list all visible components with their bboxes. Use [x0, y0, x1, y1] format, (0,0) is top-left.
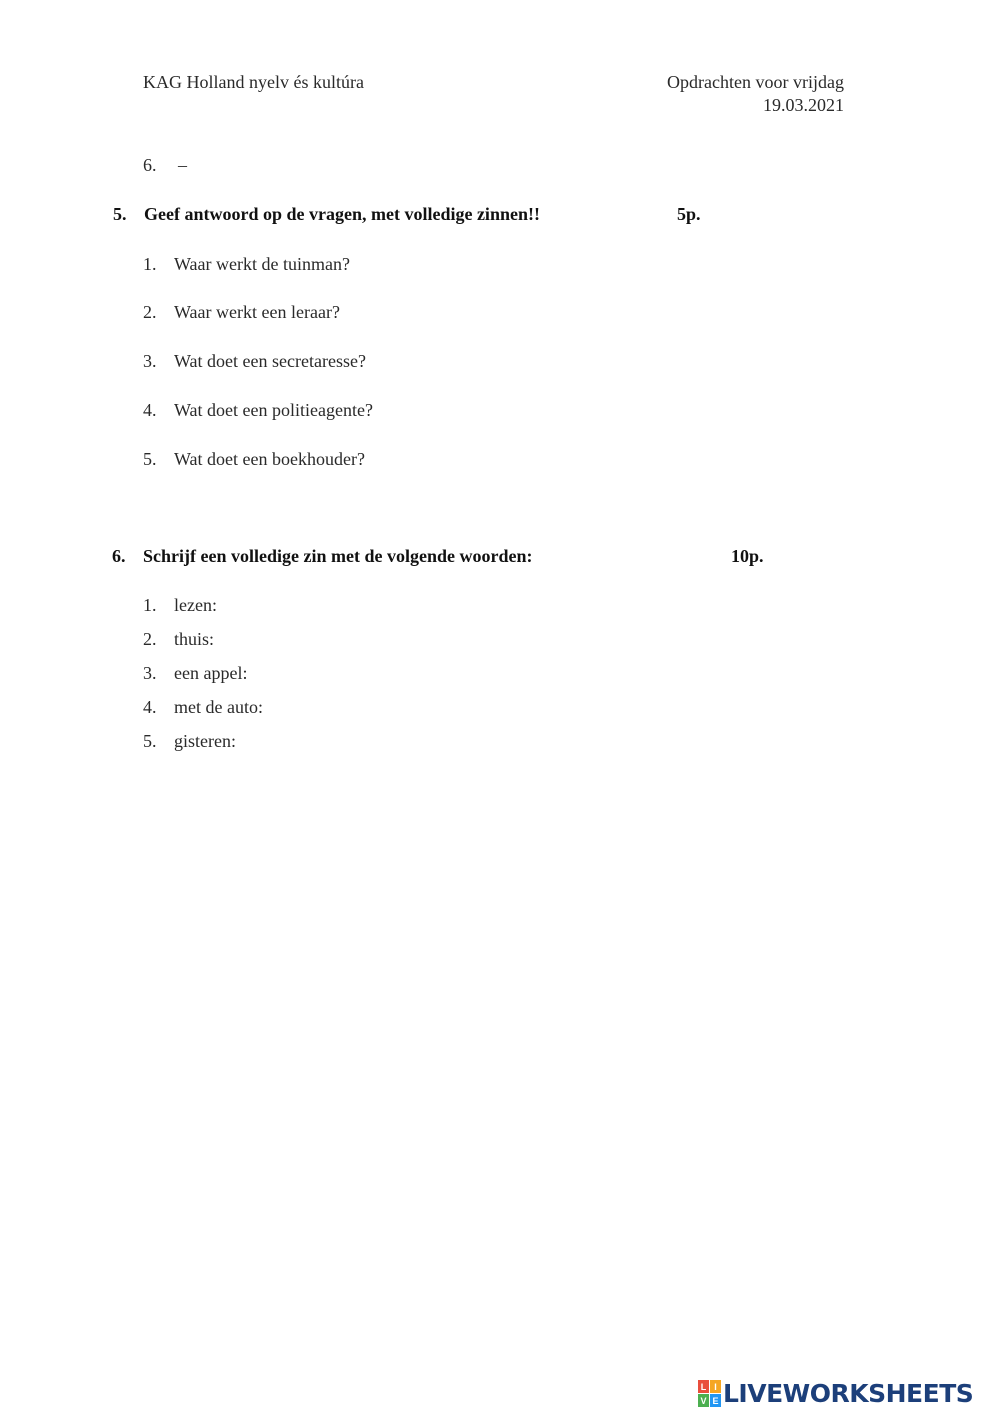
logo-cell: E: [710, 1394, 721, 1407]
question-text: Waar werkt de tuinman?: [174, 254, 350, 274]
question-text: Wat doet een politieagente?: [174, 400, 373, 420]
question-number: 4.: [143, 400, 157, 420]
question-text: Wat doet een secretaresse?: [174, 351, 366, 371]
question-number: 5.: [143, 449, 157, 469]
word-number: 2.: [143, 629, 157, 649]
word-text: gisteren:: [174, 731, 236, 751]
word-text: thuis:: [174, 629, 215, 649]
section-6-title: Schrijf een volledige zin met de volgende woorden:: [143, 546, 533, 566]
word-number: 1.: [143, 595, 157, 615]
liveworksheets-wordmark: LIVEWORKSHEETS: [723, 1378, 974, 1408]
logo-cell: V: [698, 1394, 709, 1407]
word-text: met de auto:: [174, 697, 263, 717]
word-number: 4.: [143, 697, 157, 717]
section-5-title: Geef antwoord op de vragen, met volledige zinnen!!: [144, 204, 540, 224]
word-text: lezen:: [174, 595, 217, 615]
question-number: 3.: [143, 351, 157, 371]
section-5-number: 5.: [113, 204, 127, 224]
liveworksheets-logo: [698, 1378, 973, 1408]
logo-cell: L: [698, 1380, 709, 1393]
question-number: 1.: [143, 254, 157, 274]
carryover-text: –: [178, 155, 187, 175]
word-number: 3.: [143, 663, 157, 683]
question-text: Wat doet een boekhouder?: [174, 449, 365, 469]
word-text: een appel:: [174, 663, 248, 683]
header-date: 19.03.2021: [763, 95, 844, 115]
section-6-points: 10p.: [731, 546, 764, 566]
question-text: Waar werkt een leraar?: [174, 302, 340, 322]
header-title: Opdrachten voor vrijdag: [667, 72, 844, 92]
carryover-number: 6.: [143, 155, 157, 175]
logo-cell: I: [710, 1380, 721, 1393]
liveworksheets-grid-icon: [698, 1380, 720, 1406]
header-school: KAG Holland nyelv és kultúra: [143, 72, 364, 92]
question-number: 2.: [143, 302, 157, 322]
section-5-points: 5p.: [677, 204, 701, 224]
word-number: 5.: [143, 731, 157, 751]
section-6-number: 6.: [112, 546, 126, 566]
